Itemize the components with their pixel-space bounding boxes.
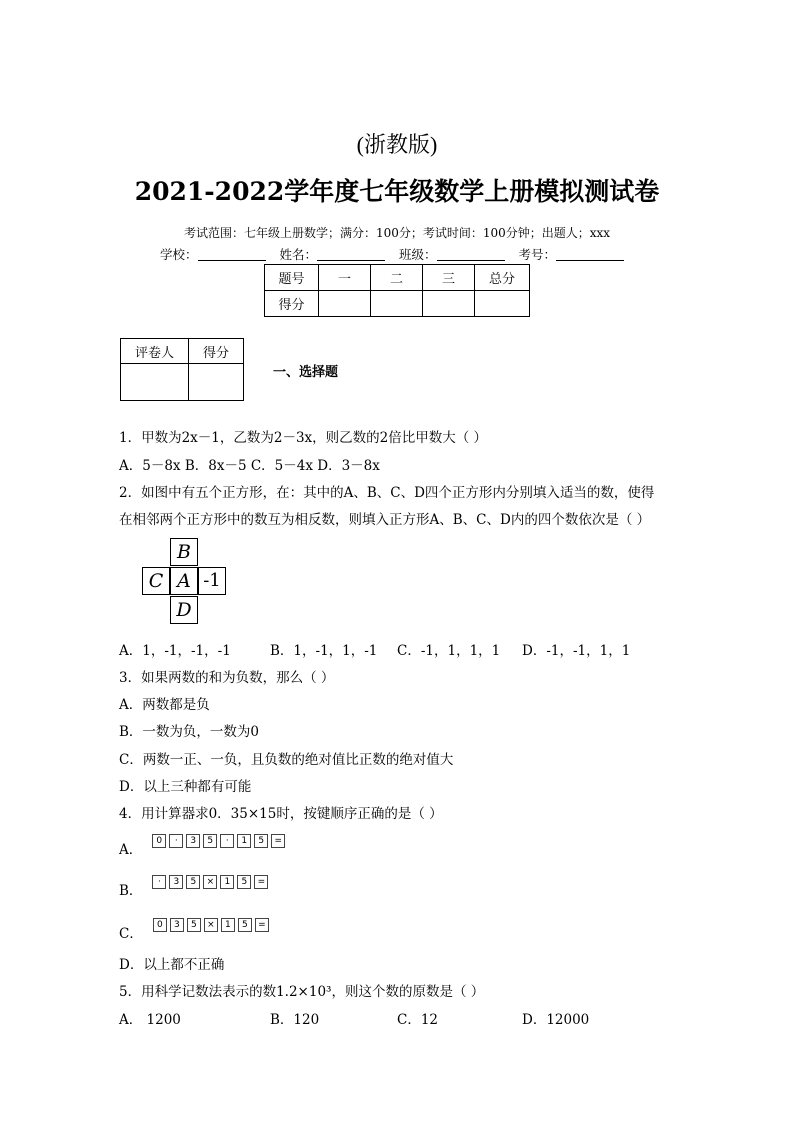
calculator-key: 3	[170, 918, 184, 932]
calculator-key: ×	[204, 918, 218, 932]
calculator-key: =	[271, 834, 285, 848]
school-label: 学校：	[159, 247, 198, 262]
question-4: 4．用计算器求0．35×15时，按键顺序正确的是（ ）	[119, 806, 443, 822]
name-label: 姓名：	[279, 247, 317, 262]
score-cell[interactable]	[319, 291, 371, 317]
question-4-option-a	[119, 838, 288, 858]
calculator-key: =	[255, 918, 269, 932]
question-5-option-b: B．120	[270, 1012, 320, 1028]
question-2-option-a: A．1，-1，-1，-1	[119, 643, 231, 659]
score-header-cell: 题号	[265, 265, 319, 291]
calculator-key: 0	[152, 834, 166, 848]
calculator-key: ·	[152, 875, 166, 889]
calculator-key: 5	[186, 875, 200, 889]
calculator-key: 5	[254, 834, 268, 848]
score-table	[264, 264, 530, 317]
score-cell[interactable]	[475, 291, 530, 317]
question-5-option-c: C．12	[397, 1012, 439, 1028]
question-2-option-d: D．-1，-1，1，1	[522, 643, 631, 659]
calculator-key: 1	[220, 875, 234, 889]
exam-info: 考试范围：七年级上册数学；满分：100分；考试时间：100分钟；出题人；xxx	[183, 226, 611, 240]
class-blank[interactable]	[437, 247, 505, 261]
score-header-cell: 总分	[475, 265, 530, 291]
score-cell[interactable]	[423, 291, 475, 317]
calculator-key: =	[254, 875, 268, 889]
calculator-key: 5	[237, 875, 251, 889]
calculator-key: ·	[169, 834, 183, 848]
option-a-label: A．	[119, 842, 143, 858]
square-c: C	[142, 567, 170, 595]
number-blank[interactable]	[556, 247, 624, 261]
square-b: B	[170, 538, 198, 566]
squares-figure	[140, 538, 228, 624]
score-header-cell: 一	[319, 265, 371, 291]
question-3-option-d: D．以上三种都有可能	[119, 779, 252, 795]
name-blank[interactable]	[317, 247, 385, 261]
question-2-line2: 在相邻两个正方形中的数互为相反数，则填入正方形A、B、C、D内的四个数依次是（ ）	[119, 512, 651, 528]
calculator-key: 0	[153, 918, 167, 932]
question-3-option-c: C．两数一正、一负，且负数的绝对值比正数的绝对值大	[119, 752, 454, 768]
question-3: 3．如果两数的和为负数，那么（ ）	[119, 670, 335, 686]
question-3-option-a: A．两数都是负	[119, 697, 210, 713]
grader-score-header: 得分	[189, 339, 244, 364]
score-header-cell: 二	[371, 265, 423, 291]
question-4-option-d: D．以上都不正确	[119, 957, 225, 973]
grader-cell[interactable]	[121, 364, 189, 401]
score-cell[interactable]	[371, 291, 423, 317]
question-2-option-b: B．1，-1，1，-1	[270, 643, 378, 659]
key-sequence-b	[152, 875, 271, 889]
square-d: D	[170, 596, 198, 624]
score-row-label: 得分	[265, 291, 319, 317]
number-label: 考号：	[518, 247, 556, 262]
option-b-label: B．	[119, 883, 143, 899]
square-neg-one: -1	[198, 567, 226, 595]
question-5-option-d: D．12000	[522, 1012, 590, 1028]
calculator-key: 5	[187, 918, 201, 932]
grader-header: 评卷人	[121, 339, 189, 364]
edition-label: (浙教版)	[356, 132, 438, 157]
school-blank[interactable]	[198, 247, 266, 261]
section-heading: 一、选择题	[273, 365, 339, 380]
grader-table	[120, 338, 244, 401]
calculator-key: 3	[169, 875, 183, 889]
question-1-options: A．5－8x B．8x－5 C．5－4x D．3－8x	[119, 458, 380, 474]
student-fields	[0, 245, 794, 263]
score-header-cell: 三	[423, 265, 475, 291]
class-label: 班级：	[398, 247, 437, 262]
calculator-key: ·	[220, 834, 234, 848]
question-5-option-a: A． 1200	[119, 1012, 181, 1028]
question-4-option-b	[119, 879, 271, 899]
question-3-option-b: B．一数为负，一数为0	[119, 724, 260, 740]
calculator-key: 5	[238, 918, 252, 932]
question-5: 5．用科学记数法表示的数1.2×10³，则这个数的原数是（ ）	[119, 984, 485, 1000]
exam-title: 2021-2022学年度七年级数学上册模拟测试卷	[134, 177, 660, 206]
option-c-label: C．	[119, 926, 143, 942]
question-2-line1: 2．如图中有五个正方形，在：其中的A、B、C、D四个正方形内分别填入适当的数，使得	[119, 485, 655, 501]
calculator-key: 3	[186, 834, 200, 848]
calculator-key: ×	[203, 875, 217, 889]
calculator-key: 5	[203, 834, 217, 848]
key-sequence-c	[153, 918, 272, 932]
square-a: A	[170, 567, 198, 595]
calculator-key: 1	[237, 834, 251, 848]
calculator-key: 1	[221, 918, 235, 932]
question-1: 1．甲数为2x－1，乙数为2－3x，则乙数的2倍比甲数大（ ）	[119, 430, 488, 446]
key-sequence-a	[152, 834, 288, 848]
question-4-option-c	[119, 922, 272, 942]
question-2-option-c: C．-1，1，1，1	[397, 643, 501, 659]
grader-score-cell[interactable]	[189, 364, 244, 401]
